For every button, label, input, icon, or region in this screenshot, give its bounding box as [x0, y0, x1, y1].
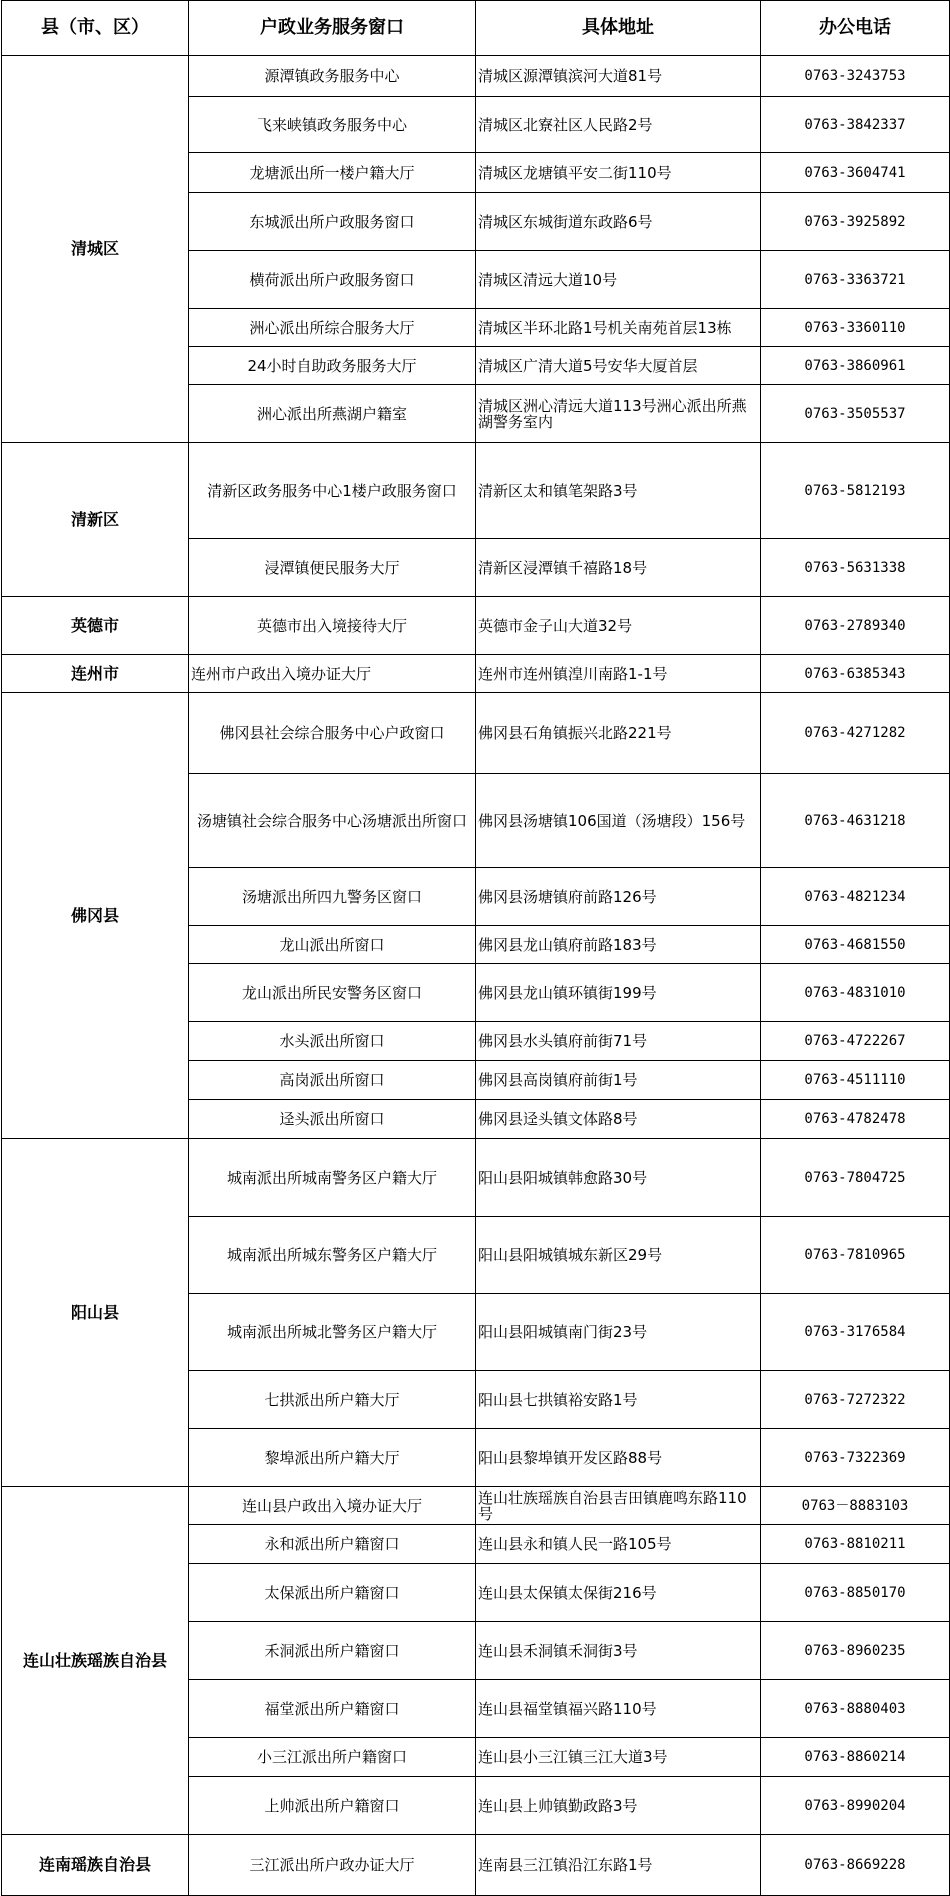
header-address-text: 具体地址: [582, 17, 654, 38]
service-window-cell: [188, 346, 476, 385]
phone-cell: [760, 308, 950, 347]
county-cell: [1, 55, 189, 443]
service-window-cell-text: 上帅派出所户籍窗口: [264, 1796, 400, 1815]
address-cell: [475, 1776, 761, 1835]
address-cell: [475, 867, 761, 926]
phone-cell: [760, 192, 950, 251]
address-cell-text: 阳山县阳城镇韩愈路30号: [478, 1168, 648, 1187]
service-window-cell-text: 汤塘派出所四九警务区窗口: [241, 887, 422, 906]
service-window-cell: [188, 1737, 476, 1777]
service-window-cell: [188, 538, 476, 597]
phone-cell-text: 0763-4821234: [804, 888, 906, 905]
address-cell-text: 连山县上帅镇勤政路3号: [478, 1796, 638, 1815]
phone-cell-text: 0763-8669228: [804, 1857, 906, 1873]
service-window-cell: [188, 654, 476, 693]
address-cell: [475, 773, 761, 868]
phone-cell-text: 0763-4631218: [804, 812, 906, 829]
county-cell: [1, 692, 189, 1139]
address-cell-text: 连山壮族瑶族自治县吉田镇鹿鸣东路110号: [478, 1488, 747, 1523]
service-window-cell-text: 浸潭镇便民服务大厅: [264, 558, 400, 577]
address-cell-text: 佛冈县高岗镇府前街1号: [478, 1071, 638, 1089]
service-window-cell-text: 福堂派出所户籍窗口: [264, 1699, 400, 1718]
address-cell-text: 佛冈县汤塘镇106国道（汤塘段）156号: [478, 811, 746, 830]
service-window-cell-text: 城南派出所城东警务区户籍大厅: [226, 1246, 437, 1264]
service-window-cell: [188, 963, 476, 1022]
service-window-cell-text: 佛冈县社会综合服务中心户政窗口: [219, 724, 445, 742]
service-window-cell: [188, 1486, 476, 1525]
address-cell-text: 清新区太和镇笔架路3号: [478, 481, 638, 500]
service-window-cell: [188, 308, 476, 347]
phone-cell: [760, 442, 950, 539]
service-window-cell-text: 连山县户政出入境办证大厅: [241, 1496, 422, 1515]
service-window-cell-text: 水头派出所窗口: [279, 1032, 385, 1050]
service-window-cell-text: 源潭镇政务服务中心: [264, 67, 400, 85]
address-cell-text: 阳山县黎埠镇开发区路88号: [478, 1448, 663, 1467]
header-address: [475, 0, 761, 56]
service-window-cell: [188, 442, 476, 539]
phone-cell: [760, 654, 950, 693]
county-cell-text: 连南瑶族自治县: [38, 1855, 151, 1874]
county-cell-text: 连山壮族瑶族自治县: [22, 1650, 167, 1670]
service-window-cell: [188, 773, 476, 868]
service-window-cell-text: 高岗派出所窗口: [279, 1071, 385, 1089]
address-cell: [475, 308, 761, 347]
service-window-cell: [188, 1621, 476, 1680]
address-cell-text: 连山县小三江镇三江大道3号: [478, 1748, 668, 1766]
address-cell: [475, 925, 761, 964]
address-cell-text: 英德市金子山大道32号: [478, 616, 633, 635]
address-cell-text: 连山县太保镇太保街216号: [478, 1583, 657, 1602]
address-cell: [475, 963, 761, 1022]
service-window-cell-text: 三江派出所户政办证大厅: [249, 1856, 415, 1874]
phone-cell: [760, 1216, 950, 1294]
service-window-cell-text: 横荷派出所户政服务窗口: [249, 270, 415, 289]
address-cell-text: 清城区清远大道10号: [478, 270, 618, 289]
phone-cell-text: 0763-8880403: [804, 1700, 906, 1717]
phone-cell: [760, 1138, 950, 1217]
county-cell: [1, 1834, 189, 1896]
address-cell-text: 佛冈县汤塘镇府前路126号: [478, 887, 657, 906]
service-window-cell: [188, 867, 476, 926]
phone-cell-text: 0763-8850170: [804, 1584, 906, 1601]
service-window-cell-text: 迳头派出所窗口: [279, 1110, 385, 1128]
phone-cell-text: 0763-3860961: [804, 357, 906, 374]
address-cell: [475, 1737, 761, 1777]
address-cell: [475, 442, 761, 539]
phone-cell-text: 0763-3604741: [804, 164, 906, 181]
service-window-cell-text: 清新区政务服务中心1楼户政服务窗口: [207, 481, 457, 500]
phone-cell: [760, 867, 950, 926]
address-cell-text: 连山县禾洞镇禾洞街3号: [478, 1641, 638, 1660]
service-window-cell: [188, 1216, 476, 1294]
county-cell-text: 阳山县: [70, 1302, 119, 1322]
service-window-cell-text: 连州市户政出入境办证大厅: [191, 664, 372, 683]
service-window-cell: [188, 1563, 476, 1622]
phone-cell-text: 0763-3176584: [804, 1324, 906, 1340]
county-cell-text: 佛冈县: [70, 905, 119, 925]
service-window-cell: [188, 384, 476, 443]
phone-cell: [760, 384, 950, 443]
phone-cell-text: 0763-8860214: [804, 1749, 906, 1765]
service-window-cell-text: 汤塘镇社会综合服务中心汤塘派出所窗口: [196, 811, 467, 830]
address-cell: [475, 692, 761, 774]
phone-cell-text: 0763-2789340: [804, 617, 906, 634]
header-window: [188, 0, 476, 56]
service-window-cell: [188, 1060, 476, 1100]
phone-cell: [760, 96, 950, 153]
address-cell-text: 清城区洲心清远大道113号洲心派出所燕湖警务室内: [478, 396, 747, 431]
service-window-cell-text: 龙塘派出所一楼户籍大厅: [249, 163, 415, 182]
address-cell: [475, 1099, 761, 1139]
service-window-cell: [188, 692, 476, 774]
address-cell: [475, 1138, 761, 1217]
phone-cell-text: 0763-4722267: [804, 1033, 906, 1049]
phone-cell: [760, 963, 950, 1022]
county-cell: [1, 596, 189, 655]
address-cell-text: 连州市连州镇湟川南路1-1号: [478, 664, 668, 683]
service-window-cell-text: 太保派出所户籍窗口: [264, 1583, 400, 1602]
phone-cell: [760, 1370, 950, 1429]
county-cell-text: 清城区: [70, 239, 119, 258]
service-window-cell-text: 龙山派出所窗口: [279, 935, 385, 954]
address-cell-text: 佛冈县龙山镇府前路183号: [478, 935, 657, 954]
service-window-cell: [188, 596, 476, 655]
phone-cell: [760, 55, 950, 97]
county-cell-text: 英德市: [70, 615, 119, 635]
service-window-cell-text: 龙山派出所民安警务区窗口: [241, 983, 422, 1002]
service-window-cell-text: 永和派出所户籍窗口: [264, 1535, 400, 1553]
address-cell-text: 清新区浸潭镇千禧路18号: [478, 558, 648, 577]
address-cell: [475, 192, 761, 251]
service-window-cell: [188, 192, 476, 251]
phone-cell: [760, 1679, 950, 1738]
address-cell-text: 清城区龙塘镇平安二街110号: [478, 163, 672, 182]
phone-cell: [760, 538, 950, 597]
address-cell-text: 阳山县阳城镇城东新区29号: [478, 1246, 663, 1264]
phone-cell-text: 0763-7810965: [804, 1247, 906, 1263]
address-cell-text: 清城区半环北路1号机关南苑首层13栋: [478, 318, 732, 337]
phone-cell: [760, 1293, 950, 1371]
address-cell: [475, 1621, 761, 1680]
service-window-cell: [188, 1099, 476, 1139]
phone-cell-text: 0763-3505537: [804, 405, 906, 422]
address-cell: [475, 1370, 761, 1429]
address-cell: [475, 1834, 761, 1896]
phone-cell: [760, 1776, 950, 1835]
phone-cell-text: 0763-3925892: [804, 213, 906, 230]
phone-cell: [760, 1428, 950, 1487]
address-cell: [475, 346, 761, 385]
county-cell: [1, 654, 189, 693]
address-cell: [475, 1486, 761, 1525]
service-window-cell: [188, 55, 476, 97]
address-cell: [475, 384, 761, 443]
service-window-cell: [188, 1370, 476, 1429]
address-cell-text: 清城区东城街道东政路6号: [478, 212, 653, 231]
phone-cell: [760, 152, 950, 193]
phone-cell: [760, 925, 950, 964]
phone-cell: [760, 1060, 950, 1100]
phone-cell: [760, 250, 950, 309]
phone-cell: [760, 1524, 950, 1564]
address-cell: [475, 1293, 761, 1371]
address-cell: [475, 1524, 761, 1564]
address-cell: [475, 1563, 761, 1622]
phone-cell-text: 0763-8810211: [804, 1536, 906, 1552]
service-window-cell-text: 禾洞派出所户籍窗口: [264, 1641, 400, 1660]
service-window-cell-text: 东城派出所户政服务窗口: [249, 212, 415, 231]
phone-cell-text: 0763-5631338: [804, 559, 906, 576]
service-window-cell-text: 城南派出所城南警务区户籍大厅: [226, 1168, 437, 1187]
phone-cell: [760, 1486, 950, 1525]
address-cell-text: 清城区北寮社区人民路2号: [478, 115, 653, 134]
address-cell-text: 连山县福堂镇福兴路110号: [478, 1699, 657, 1718]
phone-cell: [760, 1621, 950, 1680]
phone-cell: [760, 1021, 950, 1061]
address-cell: [475, 250, 761, 309]
phone-cell-text: 0763-8960235: [804, 1642, 906, 1659]
service-window-cell-text: 洲心派出所燕湖户籍室: [256, 404, 407, 423]
header-phone: [760, 0, 950, 56]
phone-cell-text: 0763－8883103: [801, 1497, 909, 1514]
service-window-cell-text: 七拱派出所户籍大厅: [264, 1390, 400, 1409]
header-county-text: 县（市、区）: [41, 17, 149, 38]
address-cell: [475, 538, 761, 597]
address-cell-text: 佛冈县龙山镇环镇街199号: [478, 983, 657, 1002]
address-cell-text: 连南县三江镇沿江东路1号: [478, 1856, 653, 1874]
address-cell: [475, 1679, 761, 1738]
service-window-cell: [188, 1834, 476, 1896]
phone-cell: [760, 596, 950, 655]
service-window-cell: [188, 1679, 476, 1738]
address-cell-text: 阳山县阳城镇南门街23号: [478, 1323, 648, 1341]
address-cell: [475, 55, 761, 97]
phone-cell: [760, 1834, 950, 1896]
service-window-cell: [188, 925, 476, 964]
phone-cell: [760, 1563, 950, 1622]
address-cell: [475, 654, 761, 693]
county-cell: [1, 442, 189, 597]
service-window-cell: [188, 1776, 476, 1835]
address-cell-text: 阳山县七拱镇裕安路1号: [478, 1390, 638, 1409]
phone-cell-text: 0763-8990204: [804, 1797, 906, 1814]
phone-cell-text: 0763-5812193: [804, 482, 906, 499]
phone-cell-text: 0763-4271282: [804, 725, 906, 741]
address-cell: [475, 1216, 761, 1294]
phone-cell-text: 0763-7322369: [804, 1449, 906, 1466]
phone-cell-text: 0763-3360110: [804, 319, 906, 336]
service-window-cell-text: 黎埠派出所户籍大厅: [264, 1448, 400, 1467]
service-window-cell: [188, 152, 476, 193]
service-window-cell: [188, 1138, 476, 1217]
header-phone-text: 办公电话: [819, 17, 891, 38]
address-cell: [475, 596, 761, 655]
phone-cell-text: 0763-3243753: [804, 68, 906, 84]
service-window-cell: [188, 1021, 476, 1061]
county-cell-text: 连州市: [70, 663, 119, 683]
household-service-table: [1, 0, 949, 1895]
service-window-cell-text: 24小时自助政务服务大厅: [247, 356, 417, 375]
phone-cell: [760, 773, 950, 868]
service-window-cell-text: 飞来峡镇政务服务中心: [256, 115, 407, 134]
phone-cell-text: 0763-7272322: [804, 1391, 906, 1408]
phone-cell-text: 0763-4831010: [804, 984, 906, 1001]
address-cell: [475, 96, 761, 153]
service-window-cell: [188, 1293, 476, 1371]
address-cell-text: 佛冈县石角镇振兴北路221号: [478, 724, 672, 742]
phone-cell-text: 0763-4681550: [804, 936, 906, 953]
phone-cell: [760, 1099, 950, 1139]
address-cell: [475, 1021, 761, 1061]
phone-cell-text: 0763-7804725: [804, 1169, 906, 1186]
county-cell-text: 清新区: [70, 509, 119, 529]
service-window-cell-text: 城南派出所城北警务区户籍大厅: [226, 1323, 437, 1341]
phone-cell-text: 0763-3842337: [804, 116, 906, 133]
address-cell: [475, 1428, 761, 1487]
service-window-cell-text: 英德市出入境接待大厅: [256, 616, 407, 635]
service-window-cell-text: 小三江派出所户籍窗口: [256, 1748, 407, 1766]
service-window-cell: [188, 1524, 476, 1564]
service-window-cell-text: 洲心派出所综合服务大厅: [249, 318, 415, 337]
phone-cell-text: 0763-4511110: [804, 1072, 906, 1088]
phone-cell-text: 0763-3363721: [804, 271, 906, 288]
county-cell: [1, 1486, 189, 1835]
address-cell: [475, 152, 761, 193]
service-window-cell: [188, 1428, 476, 1487]
county-cell: [1, 1138, 189, 1487]
address-cell: [475, 1060, 761, 1100]
phone-cell-text: 0763-6385343: [804, 665, 906, 682]
service-window-cell: [188, 250, 476, 309]
phone-cell-text: 0763-4782478: [804, 1111, 906, 1127]
header-county: [1, 0, 189, 56]
phone-cell: [760, 346, 950, 385]
header-window-text: 户政业务服务窗口: [260, 17, 404, 38]
address-cell-text: 佛冈县迳头镇文体路8号: [478, 1110, 638, 1128]
service-window-cell: [188, 96, 476, 153]
phone-cell: [760, 692, 950, 774]
address-cell-text: 清城区广清大道5号安华大厦首层: [478, 356, 698, 375]
address-cell-text: 连山县永和镇人民一路105号: [478, 1535, 672, 1553]
address-cell-text: 清城区源潭镇滨河大道81号: [478, 67, 663, 85]
address-cell-text: 佛冈县水头镇府前街71号: [478, 1032, 648, 1050]
phone-cell: [760, 1737, 950, 1777]
